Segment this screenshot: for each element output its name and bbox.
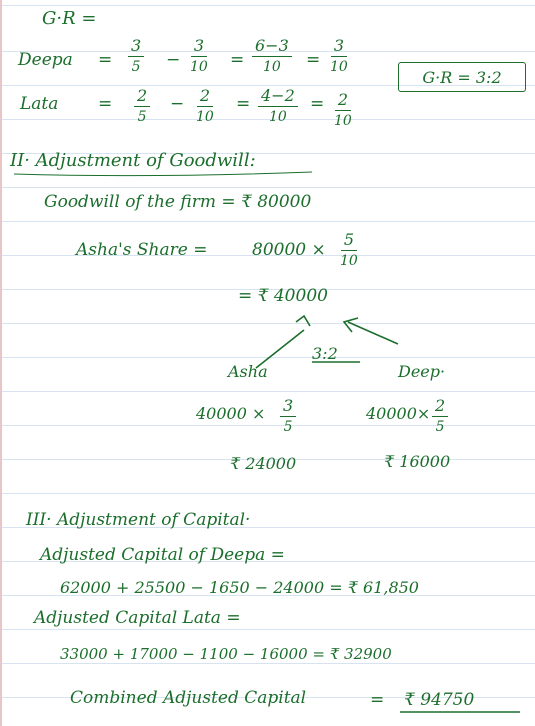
deepa-fraction-1 xyxy=(128,38,144,74)
deepa-capital-calc: 62000 + 25500 − 1650 − 24000 = ₹ 61,850 xyxy=(60,578,419,597)
deepa-fraction-2-den: 10 xyxy=(190,59,208,75)
combined-capital-label: Combined Adjusted Capital xyxy=(70,688,307,708)
lata-fraction-4-num: 2 xyxy=(335,92,351,111)
split-left-expr: 40000 × xyxy=(196,404,266,423)
split-left-fraction xyxy=(280,398,296,434)
deepa-equals-2: = xyxy=(230,50,245,70)
gain-ratio-heading: G·R = xyxy=(42,8,97,29)
deepa-equals-3: = xyxy=(306,50,321,70)
goodwill-heading-underline xyxy=(14,172,312,176)
deepa-fraction-3-num: 6−3 xyxy=(252,38,292,57)
capital-heading: III· Adjustment of Capital· xyxy=(26,510,251,530)
deepa-label: Deepa xyxy=(18,50,73,70)
split-left-fraction-den: 5 xyxy=(283,419,293,435)
deepa-fraction-4-den: 10 xyxy=(330,59,348,75)
firm-goodwill-line: Goodwill of the firm = ₹ 80000 xyxy=(44,192,312,212)
lata-equals: = xyxy=(98,94,113,114)
deepa-fraction-1-num: 3 xyxy=(128,38,144,57)
lata-fraction-4-den: 10 xyxy=(334,113,352,129)
lata-minus: − xyxy=(170,94,185,114)
gain-ratio-result-box: G·R = 3:2 xyxy=(398,62,526,92)
split-right-fraction-num: 2 xyxy=(432,398,448,417)
deepa-fraction-3 xyxy=(252,38,292,74)
asha-share-fraction xyxy=(340,232,358,268)
split-left-fraction-num: 3 xyxy=(280,398,296,417)
lata-fraction-4 xyxy=(334,92,352,128)
deepa-fraction-1-den: 5 xyxy=(131,59,141,75)
margin-line xyxy=(0,0,2,726)
split-right-name: Deep· xyxy=(398,362,446,381)
deepa-fraction-4-num: 3 xyxy=(331,38,347,57)
split-right-fraction-den: 5 xyxy=(435,419,445,435)
lata-capital-label: Adjusted Capital Lata = xyxy=(34,608,241,628)
arrow-left-head xyxy=(296,316,310,326)
asha-share-label: Asha's Share = xyxy=(76,240,208,260)
lata-label: Lata xyxy=(20,94,59,114)
deepa-capital-label: Adjusted Capital of Deepa = xyxy=(40,545,285,565)
deepa-fraction-4 xyxy=(330,38,348,74)
asha-share-expr: 80000 × xyxy=(252,240,326,260)
deepa-fraction-3-den: 10 xyxy=(262,59,281,75)
lata-fraction-3-num: 4−2 xyxy=(258,88,298,107)
lata-fraction-1 xyxy=(134,88,150,124)
ratio-label: 3:2 xyxy=(312,344,338,363)
arrow-to-right xyxy=(348,322,398,344)
lata-capital-calc: 33000 + 17000 − 1100 − 16000 = ₹ 32900 xyxy=(60,645,392,663)
lata-fraction-1-num: 2 xyxy=(134,88,150,107)
lata-fraction-2 xyxy=(196,88,214,124)
asha-share-fraction-num: 5 xyxy=(341,232,357,251)
goodwill-heading: II· Adjustment of Goodwill: xyxy=(10,150,256,171)
split-right-value: ₹ 16000 xyxy=(384,452,451,471)
split-left-name: Asha xyxy=(228,362,268,381)
split-left-value: ₹ 24000 xyxy=(230,454,297,473)
split-right-expr: 40000× xyxy=(366,404,431,423)
lata-fraction-1-den: 5 xyxy=(137,109,147,125)
lata-equals-3: = xyxy=(310,94,325,114)
deepa-fraction-2-num: 3 xyxy=(191,38,207,57)
lata-fraction-3-den: 10 xyxy=(268,109,287,125)
deepa-fraction-2 xyxy=(190,38,208,74)
arrow-right-head xyxy=(344,318,358,332)
asha-share-value: = ₹ 40000 xyxy=(238,286,328,306)
lata-equals-2: = xyxy=(236,94,251,114)
asha-share-fraction-den: 10 xyxy=(340,253,358,269)
split-right-fraction xyxy=(432,398,448,434)
lata-fraction-3 xyxy=(258,88,298,124)
combined-capital-value: ₹ 94750 xyxy=(404,690,475,710)
deepa-minus: − xyxy=(166,50,181,70)
lata-fraction-2-den: 10 xyxy=(196,109,214,125)
lata-fraction-2-num: 2 xyxy=(197,88,213,107)
combined-capital-equals: = xyxy=(370,690,385,710)
deepa-equals: = xyxy=(98,50,113,70)
